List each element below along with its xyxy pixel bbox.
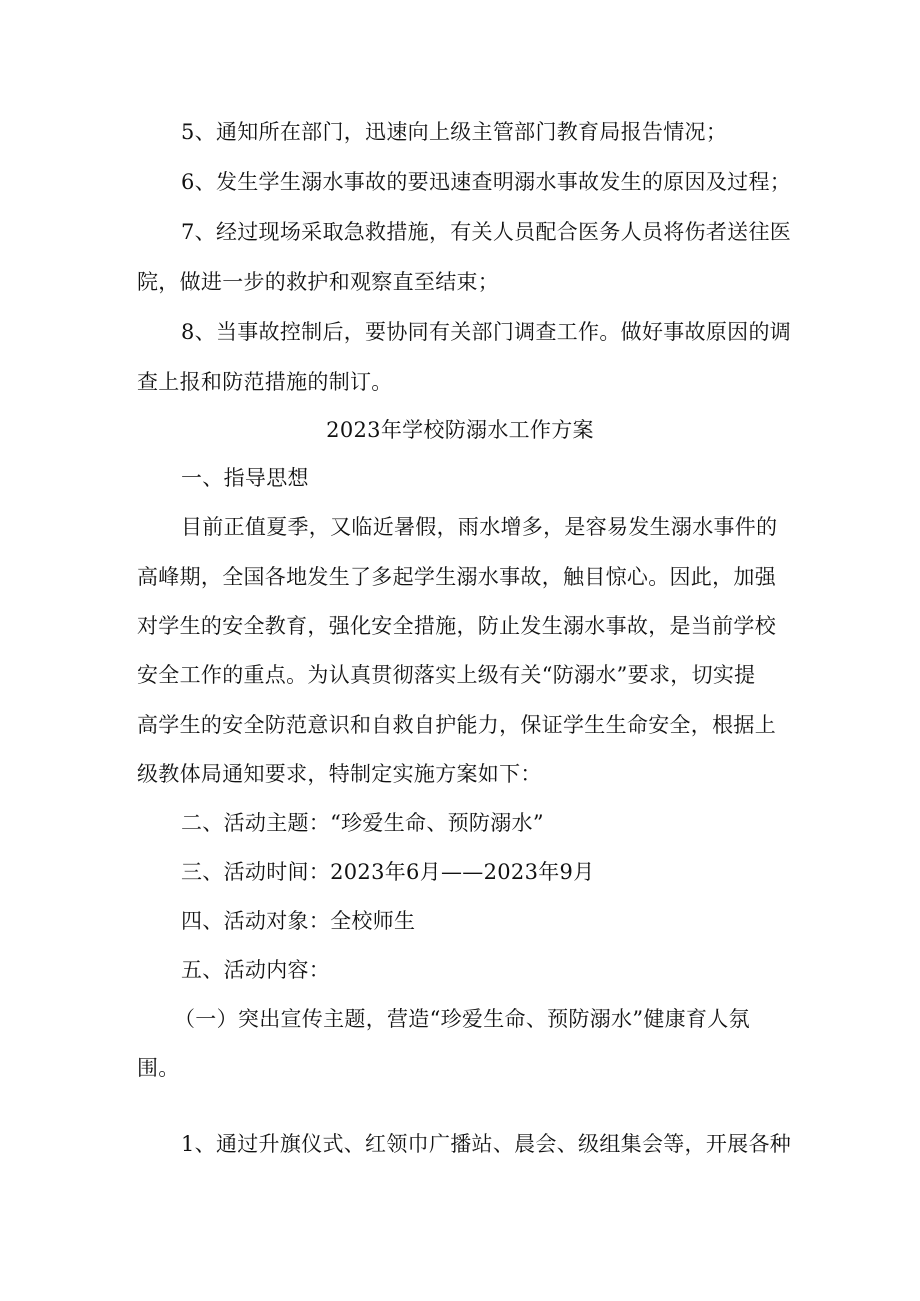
paragraph-item-7: 7、经过现场采取急救措施，有关人员配合医务人员将伤者送往医 — [181, 220, 792, 244]
paragraph-item-5: 5、通知所在部门，迅速向上级主管部门教育局报告情况； — [181, 120, 728, 144]
paragraph-item-6: 6、发生学生溺水事故的要迅速查明溺水事故发生的原因及过程； — [181, 170, 792, 194]
document-title: 2023年学校防溺水工作方案 — [326, 418, 594, 442]
section3-time: 三、活动时间：2023年6月——2023年9月 — [181, 860, 595, 884]
paragraph-item-7-cont: 院，做进一步的救护和观察直至结束； — [137, 270, 500, 294]
section4-target: 四、活动对象：全校师生 — [181, 909, 416, 933]
section1-body-line: 安全工作的重点。为认真贯彻落实上级有关“防溺水”要求，切实提 — [137, 663, 756, 687]
section1-body-line: 高学生的安全防范意识和自救自护能力，保证学生生命安全，根据上 — [137, 713, 776, 737]
section1-heading: 一、指导思想 — [181, 466, 309, 490]
section2-theme: 二、活动主题：“珍爱生命、预防溺水” — [181, 811, 544, 835]
paragraph-item-8: 8、当事故控制后，要协同有关部门调查工作。做好事故原因的调 — [181, 320, 792, 344]
paragraph-item-8-cont: 查上报和防范措施的制订。 — [137, 370, 393, 394]
section1-body-line: 高峰期，全国各地发生了多起学生溺水事故，触目惊心。因此，加强 — [137, 565, 776, 589]
section1-body-line: 目前正值夏季，又临近暑假，雨水增多，是容易发生溺水事件的 — [181, 515, 778, 539]
subsection1-heading: （一）突出宣传主题，营造“珍爱生命、预防溺水”健康育人氛 — [174, 1007, 750, 1031]
item-1: 1、通过升旗仪式、红领巾广播站、晨会、级组集会等，开展各种 — [181, 1132, 792, 1156]
section1-body-line: 对学生的安全教育，强化安全措施，防止发生溺水事故，是当前学校 — [137, 614, 776, 638]
section1-body-line: 级教体局通知要求，特制定实施方案如下： — [137, 762, 542, 786]
subsection1-heading-cont: 围。 — [137, 1056, 180, 1080]
section5-content: 五、活动内容： — [181, 958, 331, 982]
